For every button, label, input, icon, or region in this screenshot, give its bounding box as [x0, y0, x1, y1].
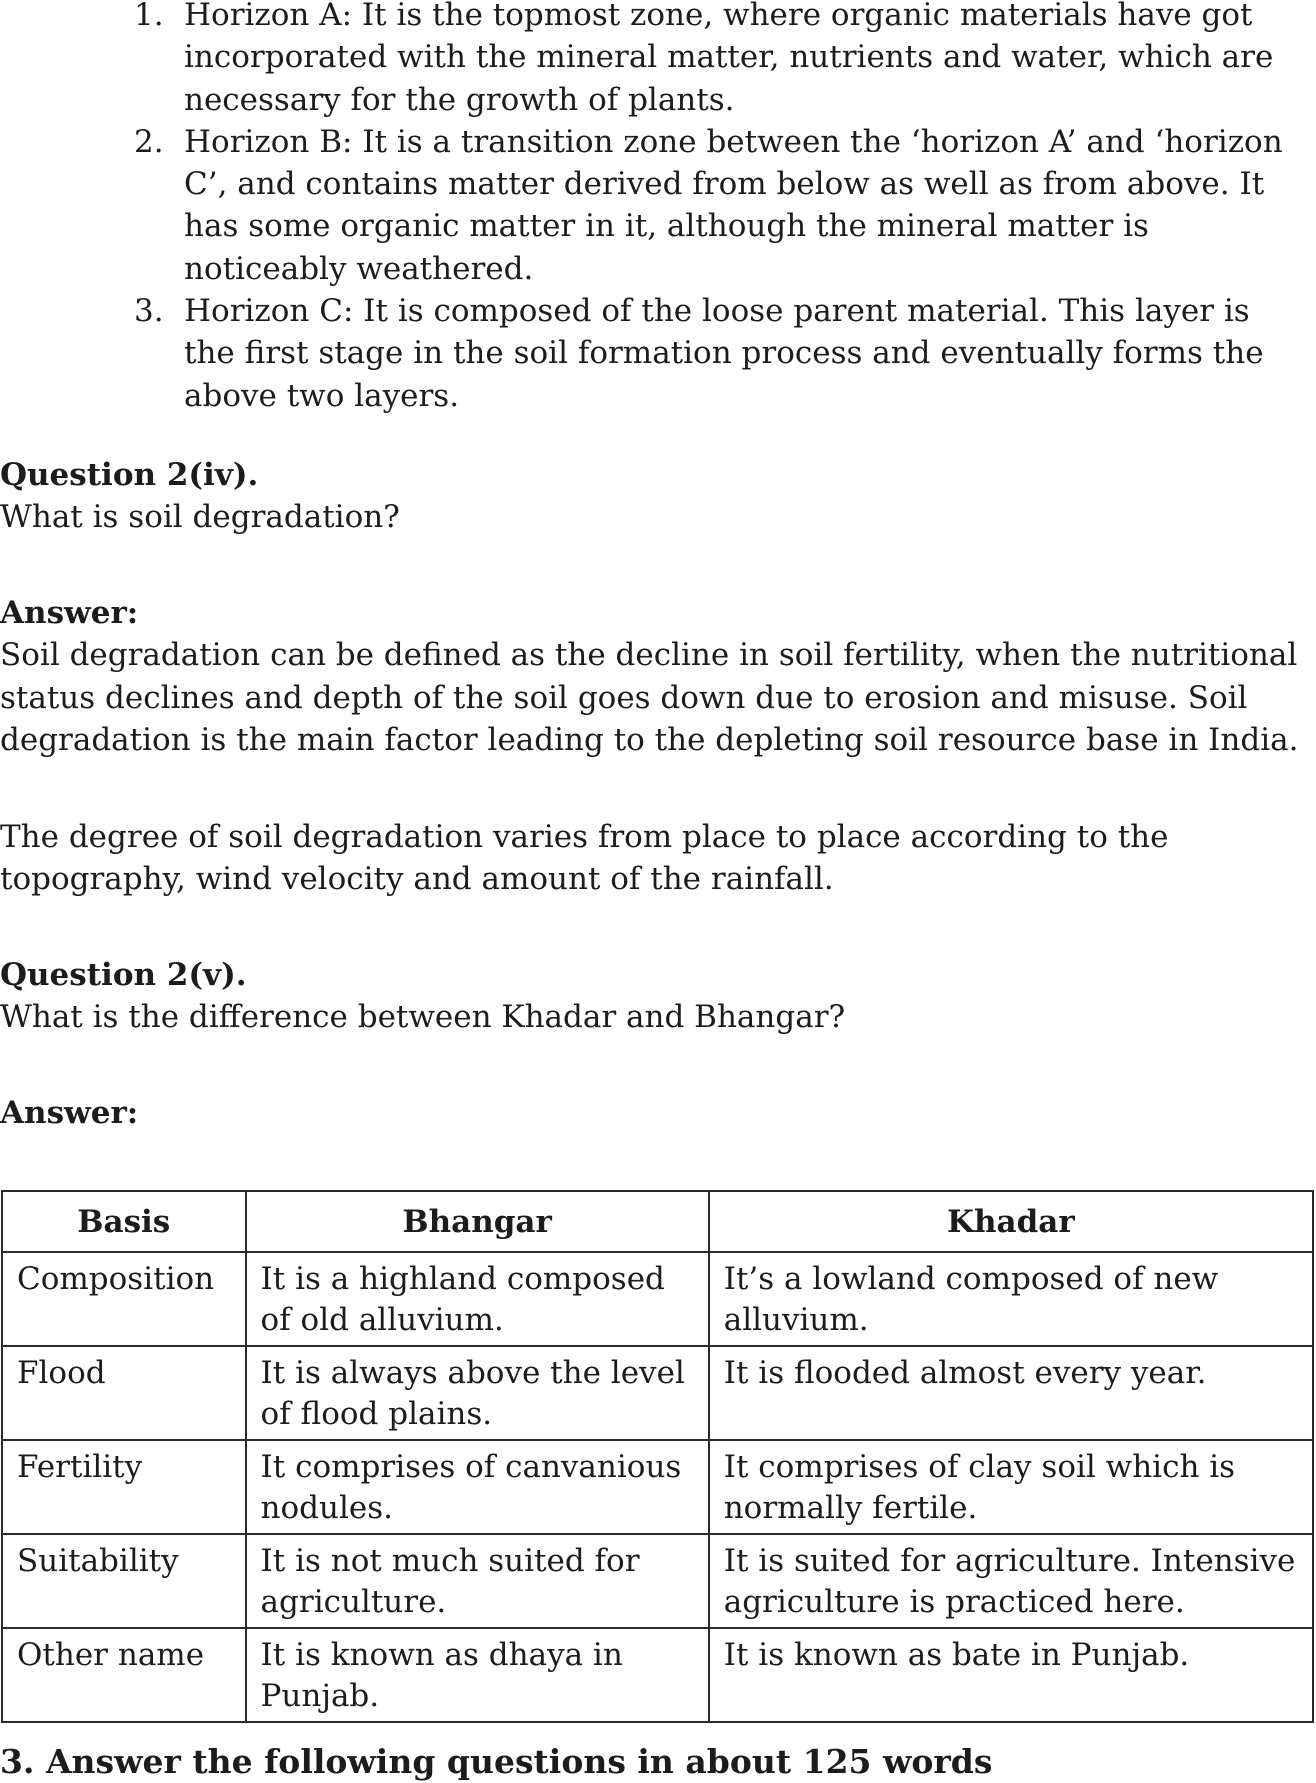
table-header-row	[2, 1191, 1313, 1252]
list-text: Horizon A: It is the topmost zone, where organic materials have got incorporated with the mineral matter, nutrients and water, which are necessary for the growth of plants.	[184, 0, 1274, 118]
table-cell: Flood	[2, 1346, 246, 1440]
list-text: Horizon B: It is a transition zone between the ‘horizon A’ and ‘horizon C’, and contains matter derived from below as well as from above. It has some organic matter in it, although the mineral matter is noticeably weathered.	[184, 123, 1283, 287]
question-text: What is soil degradation?	[0, 499, 400, 536]
list-number: 2.	[134, 123, 164, 160]
table-cell: It is suited for agriculture. Intensive agriculture is practiced here.	[709, 1534, 1313, 1628]
table-cell: It’s a lowland composed of new alluvium.	[709, 1252, 1313, 1346]
answer-2v-label	[0, 1092, 1300, 1134]
answer-label: Answer:	[0, 595, 139, 631]
table-cell: It is a highland composed of old alluvium.	[246, 1252, 709, 1346]
table-cell: It comprises of clay soil which is normally fertile.	[709, 1440, 1313, 1534]
table-row	[2, 1628, 1313, 1722]
question-text: What is the difference between Khadar and Bhangar?	[0, 999, 846, 1036]
question-title: Question 2(iv).	[0, 457, 259, 493]
question-title: Question 2(v).	[0, 957, 247, 993]
answer-2iv	[0, 592, 1300, 761]
list-text: Horizon C: It is composed of the loose parent material. This layer is the first stage in the soil formation process and eventually forms the above two layers.	[184, 293, 1264, 414]
table-cell: Other name	[2, 1628, 246, 1722]
table-cell: Composition	[2, 1252, 246, 1346]
list-number: 3.	[134, 293, 164, 330]
section-heading: 3. Answer the following questions in about 125 words	[0, 1742, 993, 1781]
table-row	[2, 1346, 1313, 1440]
table-row	[2, 1252, 1313, 1346]
answer-paragraph: Soil degradation can be defined as the decline in soil fertility, when the nutritional status declines and depth of the soil goes down due to erosion and misuse. Soil degradation is the main factor leading to the depleting soil resource base in India.	[0, 637, 1299, 758]
horizon-list	[0, 0, 1316, 417]
table-cell: It is always above the level of flood plains.	[246, 1346, 709, 1440]
table-cell: It is known as bate in Punjab.	[709, 1628, 1313, 1722]
table-row	[2, 1534, 1313, 1628]
header-basis: Basis	[2, 1191, 246, 1252]
answer-label: Answer:	[0, 1095, 139, 1131]
answer-paragraph-2: The degree of soil degradation varies from place to place according to the topography, wind velocity and amount of the rainfall.	[0, 819, 1169, 898]
header-bhangar: Bhangar	[246, 1191, 709, 1252]
list-number: 1.	[134, 0, 164, 33]
question-2iv	[0, 454, 1300, 539]
list-item	[0, 290, 1316, 417]
table-cell: It is known as dhaya in Punjab.	[246, 1628, 709, 1722]
table-cell: Fertility	[2, 1440, 246, 1534]
list-item	[0, 121, 1316, 290]
question-2v	[0, 954, 1300, 1039]
table-cell: It is flooded almost every year.	[709, 1346, 1313, 1440]
comparison-table	[1, 1190, 1314, 1723]
header-khadar: Khadar	[709, 1191, 1313, 1252]
table-cell: It is not much suited for agriculture.	[246, 1534, 709, 1628]
list-item	[0, 0, 1316, 121]
table-cell: Suitability	[2, 1534, 246, 1628]
table-cell: It comprises of canvanious nodules.	[246, 1440, 709, 1534]
table-row	[2, 1440, 1313, 1534]
